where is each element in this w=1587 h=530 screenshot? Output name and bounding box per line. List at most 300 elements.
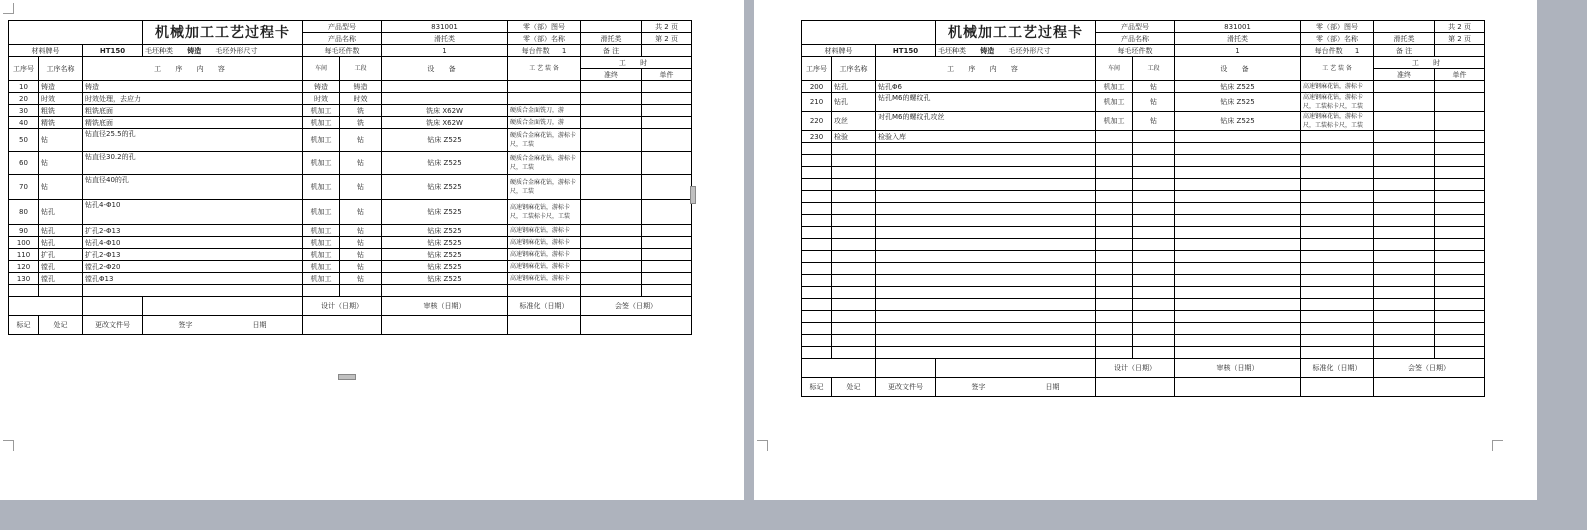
footer-cell[interactable] (382, 316, 508, 335)
empty-cell[interactable] (1096, 203, 1133, 215)
empty-cell[interactable] (1133, 155, 1175, 167)
empty-cell[interactable] (1435, 335, 1485, 347)
tooling-cell[interactable]: 硬质合金面铣刀，游 (508, 117, 581, 129)
table-row[interactable] (9, 93, 692, 105)
empty-cell[interactable] (1096, 323, 1133, 335)
tooling-cell[interactable]: 高速钢麻花钻，游标卡尺，工装标卡尺，工装 (508, 200, 581, 225)
empty-cell[interactable] (1133, 239, 1175, 251)
table-row[interactable] (9, 273, 692, 285)
op-no-cell[interactable]: 110 (9, 249, 39, 261)
prep-hours-cell[interactable] (581, 129, 642, 152)
empty-cell[interactable] (832, 191, 876, 203)
empty-cell[interactable] (1374, 347, 1435, 359)
empty-cell[interactable] (1301, 203, 1374, 215)
op-no-cell[interactable]: 70 (9, 175, 39, 200)
op-no-cell[interactable]: 230 (802, 131, 832, 143)
empty-table-row[interactable] (802, 155, 1485, 167)
empty-cell[interactable] (832, 227, 876, 239)
empty-cell[interactable] (340, 285, 382, 297)
equipment-cell[interactable]: 钻床 Z525 (382, 249, 508, 261)
table-row[interactable] (802, 112, 1485, 131)
footer-cell[interactable] (1175, 378, 1301, 397)
empty-cell[interactable] (1301, 167, 1374, 179)
empty-cell[interactable] (1096, 335, 1133, 347)
op-name-cell[interactable]: 钻 (39, 152, 83, 175)
empty-cell[interactable] (1096, 311, 1133, 323)
op-no-cell[interactable]: 30 (9, 105, 39, 117)
empty-cell[interactable] (1175, 335, 1301, 347)
workshop-cell[interactable]: 时效 (303, 93, 340, 105)
empty-cell[interactable] (832, 299, 876, 311)
op-name-cell[interactable]: 钻孔 (39, 200, 83, 225)
workshop-cell[interactable]: 机加工 (303, 117, 340, 129)
empty-table-row[interactable] (802, 203, 1485, 215)
empty-cell[interactable] (802, 347, 832, 359)
empty-cell[interactable] (1096, 215, 1133, 227)
product-model-value[interactable]: 831001 (382, 21, 508, 33)
op-name-cell[interactable]: 镗孔 (39, 273, 83, 285)
empty-cell[interactable] (508, 285, 581, 297)
table-resize-handle[interactable] (690, 186, 696, 204)
empty-table-row[interactable] (802, 347, 1485, 359)
unit-hours-cell[interactable] (642, 81, 692, 93)
workshop-cell[interactable]: 机加工 (1096, 81, 1133, 93)
unit-hours-cell[interactable] (642, 200, 692, 225)
op-content-cell[interactable]: 时效处理，去应力 (83, 93, 303, 105)
prep-hours-cell[interactable] (1374, 93, 1435, 112)
empty-cell[interactable] (802, 143, 832, 155)
empty-cell[interactable] (1301, 275, 1374, 287)
empty-cell[interactable] (642, 285, 692, 297)
table-row[interactable] (802, 131, 1485, 143)
workshop-cell[interactable]: 铸造 (303, 81, 340, 93)
op-no-cell[interactable]: 10 (9, 81, 39, 93)
empty-cell[interactable] (1374, 275, 1435, 287)
remarks-value[interactable] (1435, 45, 1485, 57)
empty-cell[interactable] (876, 191, 1096, 203)
empty-cell[interactable] (876, 263, 1096, 275)
equipment-cell[interactable]: 钻床 Z525 (1175, 112, 1301, 131)
empty-cell[interactable] (1435, 263, 1485, 275)
empty-cell[interactable] (832, 179, 876, 191)
empty-cell[interactable] (802, 287, 832, 299)
empty-cell[interactable] (802, 239, 832, 251)
empty-cell[interactable] (1435, 179, 1485, 191)
blank-type[interactable] (936, 45, 1096, 57)
op-content-cell[interactable]: 钻孔4-Φ10 (83, 237, 303, 249)
empty-cell[interactable] (1301, 239, 1374, 251)
unit-hours-cell[interactable] (642, 117, 692, 129)
empty-table-row[interactable] (802, 311, 1485, 323)
workshop-cell[interactable]: 机加工 (303, 249, 340, 261)
section-cell[interactable]: 铣 (340, 105, 382, 117)
workshop-cell[interactable]: 机加工 (303, 200, 340, 225)
empty-cell[interactable] (1096, 179, 1133, 191)
blank-type[interactable] (143, 45, 303, 57)
empty-cell[interactable] (802, 167, 832, 179)
empty-cell[interactable] (1133, 179, 1175, 191)
unit-hours-cell[interactable] (642, 249, 692, 261)
empty-cell[interactable] (581, 285, 642, 297)
empty-cell[interactable] (876, 203, 1096, 215)
workshop-cell[interactable]: 机加工 (303, 129, 340, 152)
unit-hours-cell[interactable] (642, 152, 692, 175)
empty-cell[interactable] (1374, 299, 1435, 311)
op-name-cell[interactable]: 钻孔 (832, 81, 876, 93)
empty-cell[interactable] (1175, 263, 1301, 275)
part-drawing-value[interactable] (1374, 21, 1435, 33)
op-no-cell[interactable]: 80 (9, 200, 39, 225)
remarks-value[interactable] (642, 45, 692, 57)
tooling-cell[interactable]: 硬质合金麻花钻，游标卡尺，工装 (508, 152, 581, 175)
empty-table-row[interactable] (802, 323, 1485, 335)
prep-hours-cell[interactable] (581, 175, 642, 200)
op-content-cell[interactable]: 钻孔M6的螺纹孔 (876, 93, 1096, 112)
empty-cell[interactable] (1374, 323, 1435, 335)
op-content-cell[interactable]: 扩孔2-Φ13 (83, 225, 303, 237)
op-name-cell[interactable]: 粗铣 (39, 105, 83, 117)
op-content-cell[interactable]: 精铣底面 (83, 117, 303, 129)
tooling-cell[interactable]: 硬质合金面铣刀，游 (508, 105, 581, 117)
section-cell[interactable]: 钻 (340, 261, 382, 273)
table-move-handle[interactable] (338, 374, 356, 380)
empty-cell[interactable] (1374, 227, 1435, 239)
empty-cell[interactable] (802, 227, 832, 239)
empty-cell[interactable] (1301, 335, 1374, 347)
empty-cell[interactable] (1175, 323, 1301, 335)
empty-cell[interactable] (802, 299, 832, 311)
op-name-cell[interactable]: 检验 (832, 131, 876, 143)
empty-cell[interactable] (1133, 311, 1175, 323)
empty-cell[interactable] (876, 143, 1096, 155)
empty-cell[interactable] (1175, 299, 1301, 311)
op-no-cell[interactable]: 40 (9, 117, 39, 129)
empty-cell[interactable] (876, 167, 1096, 179)
section-cell[interactable]: 铣 (340, 117, 382, 129)
unit-hours-cell[interactable] (642, 273, 692, 285)
empty-table-row[interactable] (802, 287, 1485, 299)
empty-cell[interactable] (1374, 263, 1435, 275)
empty-cell[interactable] (1096, 155, 1133, 167)
empty-cell[interactable] (1133, 215, 1175, 227)
empty-cell[interactable] (1175, 287, 1301, 299)
table-row[interactable] (802, 81, 1485, 93)
equipment-cell[interactable]: 钻床 Z525 (382, 200, 508, 225)
op-no-cell[interactable]: 20 (9, 93, 39, 105)
op-no-cell[interactable]: 50 (9, 129, 39, 152)
footer-cell[interactable] (1301, 378, 1374, 397)
empty-cell[interactable] (1435, 155, 1485, 167)
equipment-cell[interactable]: 钻床 Z525 (382, 152, 508, 175)
empty-cell[interactable] (1435, 323, 1485, 335)
op-name-cell[interactable]: 钻 (39, 129, 83, 152)
workshop-cell[interactable]: 机加工 (303, 225, 340, 237)
op-content-cell[interactable]: 检验入库 (876, 131, 1096, 143)
empty-cell[interactable] (1096, 251, 1133, 263)
empty-cell[interactable] (876, 335, 1096, 347)
empty-cell[interactable] (802, 263, 832, 275)
prep-hours-cell[interactable] (581, 249, 642, 261)
empty-cell[interactable] (1133, 227, 1175, 239)
empty-cell[interactable] (1435, 299, 1485, 311)
part-drawing-value[interactable] (581, 21, 642, 33)
table-row[interactable] (9, 249, 692, 261)
unit-hours-cell[interactable] (642, 105, 692, 117)
product-name-value[interactable]: 滑托类 (382, 33, 508, 45)
empty-cell[interactable] (802, 335, 832, 347)
empty-cell[interactable] (382, 285, 508, 297)
op-name-cell[interactable]: 攻丝 (832, 112, 876, 131)
empty-cell[interactable] (1175, 251, 1301, 263)
op-name-cell[interactable]: 钻孔 (39, 225, 83, 237)
empty-cell[interactable] (832, 275, 876, 287)
unit-hours-cell[interactable] (642, 237, 692, 249)
section-cell[interactable]: 钻 (340, 129, 382, 152)
empty-table-row[interactable] (802, 299, 1485, 311)
empty-cell[interactable] (1301, 227, 1374, 239)
empty-cell[interactable] (1374, 251, 1435, 263)
empty-cell[interactable] (832, 323, 876, 335)
empty-table-row[interactable] (802, 227, 1485, 239)
equipment-cell[interactable]: 钻床 Z525 (382, 273, 508, 285)
equipment-cell[interactable] (382, 93, 508, 105)
empty-cell[interactable] (1175, 191, 1301, 203)
equipment-cell[interactable]: 钻床 Z525 (1175, 81, 1301, 93)
footer-cell[interactable] (1096, 378, 1175, 397)
unit-hours-cell[interactable] (642, 93, 692, 105)
empty-cell[interactable] (1096, 347, 1133, 359)
empty-cell[interactable] (1096, 263, 1133, 275)
empty-cell[interactable] (802, 275, 832, 287)
empty-cell[interactable] (876, 287, 1096, 299)
empty-cell[interactable] (1096, 227, 1133, 239)
section-cell[interactable]: 钻 (340, 249, 382, 261)
empty-cell[interactable] (876, 299, 1096, 311)
equipment-cell[interactable]: 钻床 Z525 (382, 237, 508, 249)
empty-table-row[interactable] (802, 263, 1485, 275)
op-content-cell[interactable]: 对孔M6的螺纹孔攻丝 (876, 112, 1096, 131)
empty-table-row[interactable] (802, 179, 1485, 191)
footer-cell[interactable] (303, 316, 382, 335)
empty-cell[interactable] (1133, 299, 1175, 311)
empty-cell[interactable] (802, 311, 832, 323)
op-no-cell[interactable]: 130 (9, 273, 39, 285)
material-value[interactable]: HT150 (876, 45, 936, 57)
table-row[interactable] (9, 81, 692, 93)
prep-hours-cell[interactable] (581, 225, 642, 237)
equipment-cell[interactable]: 铣床 X62W (382, 105, 508, 117)
empty-cell[interactable] (1435, 251, 1485, 263)
workshop-cell[interactable]: 机加工 (303, 273, 340, 285)
tooling-cell[interactable] (508, 93, 581, 105)
empty-table-row[interactable] (802, 275, 1485, 287)
prep-hours-cell[interactable] (581, 200, 642, 225)
empty-cell[interactable] (1133, 323, 1175, 335)
empty-cell[interactable] (832, 251, 876, 263)
empty-cell[interactable] (9, 285, 39, 297)
empty-cell[interactable] (876, 311, 1096, 323)
prep-hours-cell[interactable] (581, 152, 642, 175)
op-name-cell[interactable]: 精铣 (39, 117, 83, 129)
empty-cell[interactable] (832, 347, 876, 359)
empty-cell[interactable] (1435, 287, 1485, 299)
section-cell[interactable]: 钻 (1133, 112, 1175, 131)
empty-cell[interactable] (303, 285, 340, 297)
empty-cell[interactable] (1133, 263, 1175, 275)
empty-cell[interactable] (832, 167, 876, 179)
tooling-cell[interactable]: 硬质合金麻花钻，游标卡尺，工装 (508, 129, 581, 152)
op-no-cell[interactable]: 100 (9, 237, 39, 249)
empty-cell[interactable] (1133, 251, 1175, 263)
empty-cell[interactable] (1301, 311, 1374, 323)
prep-hours-cell[interactable] (581, 105, 642, 117)
empty-cell[interactable] (1301, 323, 1374, 335)
workshop-cell[interactable]: 机加工 (303, 261, 340, 273)
empty-cell[interactable] (1175, 275, 1301, 287)
equipment-cell[interactable]: 钻床 Z525 (1175, 93, 1301, 112)
empty-cell[interactable] (1133, 191, 1175, 203)
empty-cell[interactable] (802, 191, 832, 203)
op-name-cell[interactable]: 时效 (39, 93, 83, 105)
empty-cell[interactable] (1096, 143, 1133, 155)
footer-cell[interactable] (508, 316, 581, 335)
op-content-cell[interactable]: 钻直径40的孔 (83, 175, 303, 200)
process-card-table[interactable] (801, 20, 1485, 397)
section-cell[interactable]: 钻 (340, 175, 382, 200)
empty-cell[interactable] (1374, 335, 1435, 347)
empty-cell[interactable] (1374, 155, 1435, 167)
empty-cell[interactable] (832, 143, 876, 155)
op-name-cell[interactable]: 钻孔 (832, 93, 876, 112)
empty-cell[interactable] (83, 285, 303, 297)
table-row[interactable] (9, 152, 692, 175)
empty-cell[interactable] (1175, 239, 1301, 251)
empty-cell[interactable] (832, 215, 876, 227)
op-content-cell[interactable]: 粗铣底面 (83, 105, 303, 117)
empty-cell[interactable] (1175, 347, 1301, 359)
unit-hours-cell[interactable] (642, 261, 692, 273)
process-card-table[interactable] (8, 20, 692, 335)
table-row[interactable] (9, 105, 692, 117)
empty-cell[interactable] (1096, 167, 1133, 179)
empty-cell[interactable] (1435, 275, 1485, 287)
equipment-cell[interactable] (1175, 131, 1301, 143)
op-no-cell[interactable]: 90 (9, 225, 39, 237)
empty-cell[interactable] (1301, 179, 1374, 191)
op-name-cell[interactable]: 扩孔 (39, 249, 83, 261)
empty-cell[interactable] (876, 347, 1096, 359)
empty-cell[interactable] (1133, 167, 1175, 179)
empty-cell[interactable] (39, 285, 83, 297)
prep-hours-cell[interactable] (581, 93, 642, 105)
prep-hours-cell[interactable] (581, 117, 642, 129)
op-content-cell[interactable]: 钻孔4-Φ10 (83, 200, 303, 225)
tooling-cell[interactable]: 高速钢麻花钻，游标卡 (508, 273, 581, 285)
section-cell[interactable]: 钻 (1133, 81, 1175, 93)
tooling-cell[interactable] (508, 81, 581, 93)
empty-cell[interactable] (1374, 287, 1435, 299)
pieces-per-unit[interactable] (508, 45, 581, 57)
empty-cell[interactable] (1175, 155, 1301, 167)
section-cell[interactable] (1133, 131, 1175, 143)
pieces-per-blank-value[interactable]: 1 (382, 45, 508, 57)
empty-cell[interactable] (832, 335, 876, 347)
tooling-cell[interactable]: 硬质合金麻花钻，游标卡尺，工装 (508, 175, 581, 200)
workshop-cell[interactable]: 机加工 (303, 237, 340, 249)
empty-cell[interactable] (802, 179, 832, 191)
equipment-cell[interactable]: 钻床 Z525 (382, 261, 508, 273)
workshop-cell[interactable]: 机加工 (1096, 112, 1133, 131)
empty-table-row[interactable] (802, 167, 1485, 179)
footer-cell[interactable] (1374, 378, 1485, 397)
section-cell[interactable]: 钻 (340, 200, 382, 225)
empty-cell[interactable] (1096, 191, 1133, 203)
tooling-cell[interactable]: 高速钢麻花钻，游标卡 (508, 237, 581, 249)
tooling-cell[interactable]: 高速钢麻花钻，游标卡 (508, 225, 581, 237)
empty-cell[interactable] (802, 155, 832, 167)
unit-hours-cell[interactable] (1435, 112, 1485, 131)
empty-cell[interactable] (1133, 143, 1175, 155)
table-row[interactable] (9, 129, 692, 152)
empty-cell[interactable] (832, 311, 876, 323)
op-name-cell[interactable]: 钻孔 (39, 237, 83, 249)
empty-cell[interactable] (1435, 143, 1485, 155)
empty-cell[interactable] (876, 323, 1096, 335)
op-content-cell[interactable]: 钻孔Φ6 (876, 81, 1096, 93)
empty-table-row[interactable] (802, 335, 1485, 347)
empty-table-row[interactable] (802, 251, 1485, 263)
empty-cell[interactable] (1133, 335, 1175, 347)
table-row[interactable] (9, 261, 692, 273)
empty-table-row[interactable] (802, 239, 1485, 251)
empty-cell[interactable] (876, 215, 1096, 227)
empty-cell[interactable] (1435, 239, 1485, 251)
unit-hours-cell[interactable] (1435, 81, 1485, 93)
empty-cell[interactable] (832, 155, 876, 167)
product-name-value[interactable]: 滑托类 (1175, 33, 1301, 45)
op-content-cell[interactable]: 扩孔2-Φ13 (83, 249, 303, 261)
empty-cell[interactable] (1301, 263, 1374, 275)
unit-hours-cell[interactable] (1435, 131, 1485, 143)
prep-hours-cell[interactable] (1374, 81, 1435, 93)
empty-cell[interactable] (1374, 191, 1435, 203)
empty-cell[interactable] (876, 251, 1096, 263)
empty-cell[interactable] (1096, 239, 1133, 251)
unit-hours-cell[interactable] (642, 129, 692, 152)
empty-cell[interactable] (1301, 251, 1374, 263)
op-name-cell[interactable]: 镗孔 (39, 261, 83, 273)
empty-cell[interactable] (1301, 287, 1374, 299)
workshop-cell[interactable] (1096, 131, 1133, 143)
unit-hours-cell[interactable] (642, 225, 692, 237)
empty-cell[interactable] (1435, 227, 1485, 239)
prep-hours-cell[interactable] (1374, 131, 1435, 143)
empty-cell[interactable] (1175, 227, 1301, 239)
op-no-cell[interactable]: 60 (9, 152, 39, 175)
empty-cell[interactable] (1175, 215, 1301, 227)
empty-cell[interactable] (1435, 203, 1485, 215)
empty-cell[interactable] (1096, 287, 1133, 299)
material-value[interactable]: HT150 (83, 45, 143, 57)
table-row[interactable] (9, 117, 692, 129)
op-content-cell[interactable]: 镗孔2-Φ20 (83, 261, 303, 273)
empty-cell[interactable] (1374, 143, 1435, 155)
empty-table-row[interactable] (802, 143, 1485, 155)
tooling-cell[interactable]: 高速钢麻花钻，游标卡 (1301, 81, 1374, 93)
table-row[interactable] (9, 237, 692, 249)
op-name-cell[interactable]: 钻 (39, 175, 83, 200)
empty-cell[interactable] (1175, 179, 1301, 191)
